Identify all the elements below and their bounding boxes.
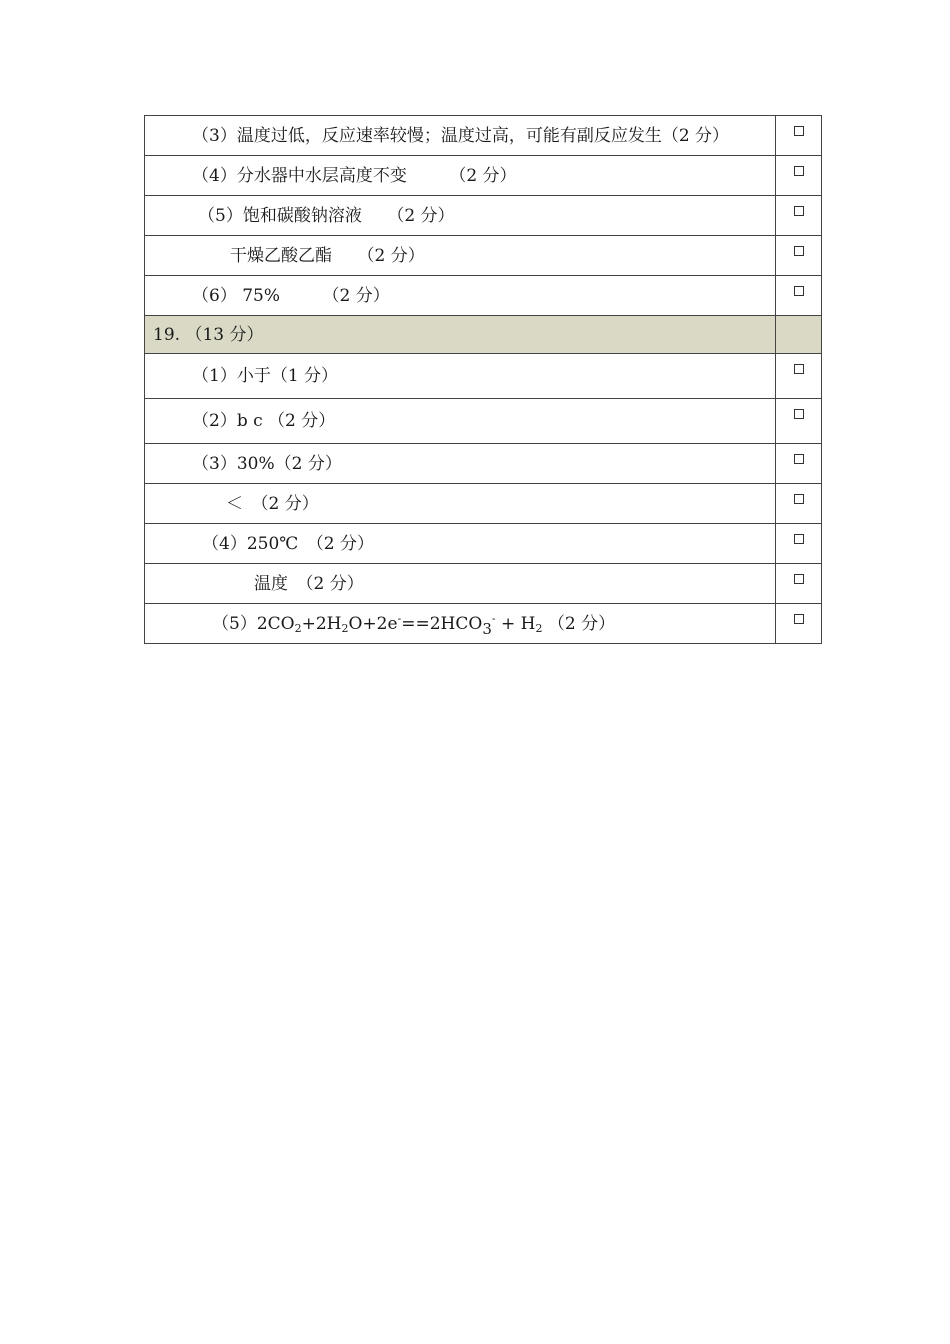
checkbox-icon[interactable] <box>794 614 804 624</box>
checkbox-icon[interactable] <box>794 364 804 374</box>
table-row <box>145 236 822 276</box>
table-row <box>145 444 822 484</box>
checkbox-cell[interactable] <box>776 196 822 236</box>
table-row <box>145 564 822 604</box>
equation-part: O+2e <box>348 613 398 634</box>
checkbox-cell[interactable] <box>776 399 822 444</box>
answer-text: （4）250℃ （2 分） <box>145 524 776 564</box>
checkbox-icon[interactable] <box>794 574 804 584</box>
answer-text: （1）小于（1 分） <box>145 354 776 399</box>
equation-part: +2H <box>301 613 342 634</box>
checkbox-cell[interactable] <box>776 354 822 399</box>
section-title: 19. （13 分） <box>145 316 776 354</box>
checkbox-cell[interactable] <box>776 444 822 484</box>
table-row <box>145 196 822 236</box>
checkbox-cell[interactable] <box>776 564 822 604</box>
table-row <box>145 354 822 399</box>
checkbox-cell[interactable] <box>776 604 822 644</box>
answer-text: （3）温度过低，反应速率较慢；温度过高，可能有副反应发生（2 分） <box>145 116 776 156</box>
checkbox-cell[interactable] <box>776 484 822 524</box>
section-empty-cell <box>776 316 822 354</box>
checkbox-cell[interactable] <box>776 524 822 564</box>
subscript: 2 <box>294 621 302 635</box>
checkbox-cell[interactable] <box>776 276 822 316</box>
equation-text <box>145 604 776 644</box>
checkbox-icon[interactable] <box>794 494 804 504</box>
checkbox-icon[interactable] <box>794 246 804 256</box>
checkbox-icon[interactable] <box>794 409 804 419</box>
superscript: - <box>397 611 402 625</box>
checkbox-cell[interactable] <box>776 236 822 276</box>
checkbox-icon[interactable] <box>794 166 804 176</box>
section-header-row <box>145 316 822 354</box>
answer-table <box>144 115 822 644</box>
answer-text: （6） 75% （2 分） <box>145 276 776 316</box>
subscript: 2 <box>535 621 543 635</box>
answer-text: ＜ （2 分） <box>145 484 776 524</box>
subscript: 3 <box>482 619 492 638</box>
superscript: - <box>491 611 496 625</box>
table-row <box>145 524 822 564</box>
checkbox-icon[interactable] <box>794 286 804 296</box>
checkbox-icon[interactable] <box>794 534 804 544</box>
subscript: 2 <box>341 621 349 635</box>
answer-text: （4）分水器中水层高度不变 （2 分） <box>145 156 776 196</box>
checkbox-icon[interactable] <box>794 454 804 464</box>
table-row <box>145 484 822 524</box>
checkbox-icon[interactable] <box>794 206 804 216</box>
equation-part: （5）2CO <box>212 613 295 634</box>
equation-part: （2 分） <box>542 613 616 634</box>
checkbox-cell[interactable] <box>776 116 822 156</box>
table-row <box>145 116 822 156</box>
table-row <box>145 399 822 444</box>
answer-text: （3）30%（2 分） <box>145 444 776 484</box>
table-row <box>145 156 822 196</box>
checkbox-cell[interactable] <box>776 156 822 196</box>
table-row <box>145 276 822 316</box>
equation-part: + H <box>495 613 536 634</box>
answer-text: （2）b c （2 分） <box>145 399 776 444</box>
answer-text: 温度 （2 分） <box>145 564 776 604</box>
table-row <box>145 604 822 644</box>
answer-text: （5）饱和碳酸钠溶液 （2 分） <box>145 196 776 236</box>
checkbox-icon[interactable] <box>794 126 804 136</box>
equation-part: ==2HCO <box>401 613 483 634</box>
answer-text: 干燥乙酸乙酯 （2 分） <box>145 236 776 276</box>
